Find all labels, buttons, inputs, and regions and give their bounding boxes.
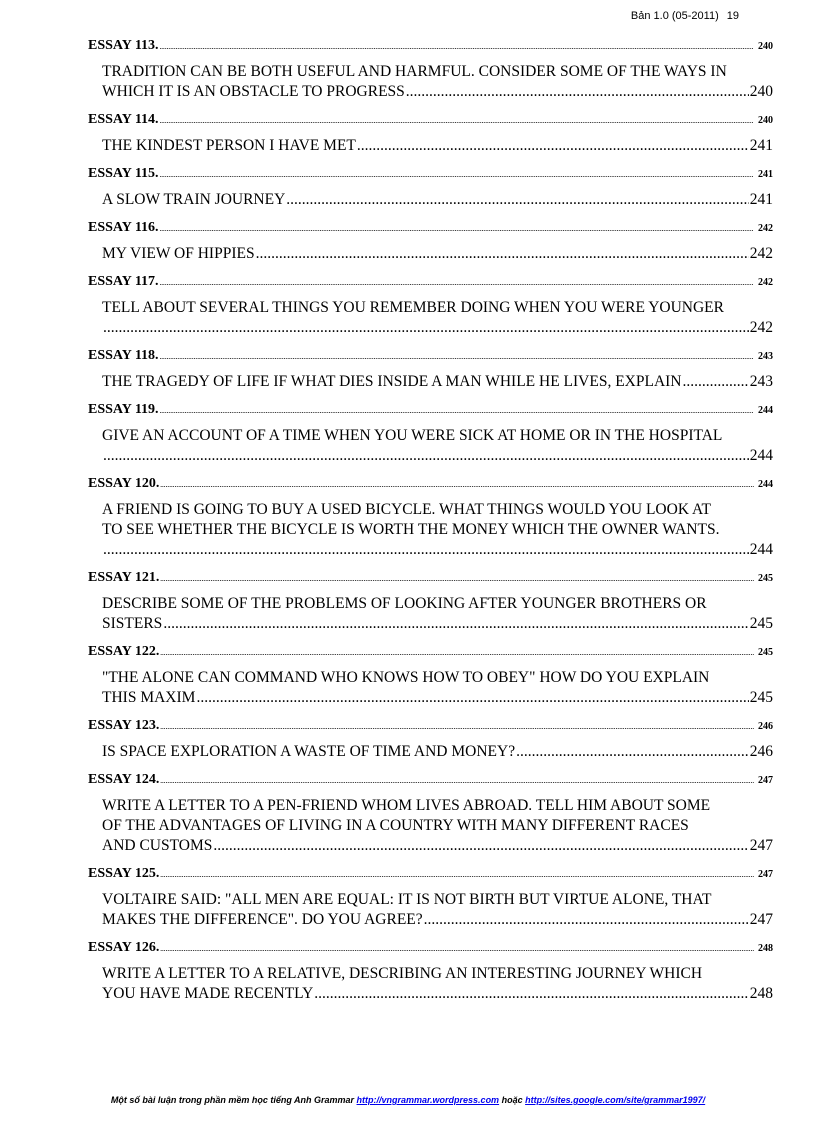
essay-label: ESSAY 121. [88, 570, 160, 585]
toc-essay-heading[interactable] [88, 718, 773, 734]
entry-title-text: IS SPACE EXPLORATION A WASTE OF TIME AND MONEY? [102, 743, 516, 760]
entry-title-text: A SLOW TRAIN JOURNEY [102, 191, 286, 208]
entry-page-number: 241 [749, 191, 773, 208]
entry-title-text: THE KINDEST PERSON I HAVE MET [102, 137, 356, 154]
toc-entry[interactable] [102, 500, 773, 560]
entry-title-line: "THE ALONE CAN COMMAND WHO KNOWS HOW TO OBEY" HOW DO YOU EXPLAIN [102, 669, 710, 686]
entry-page-number: 245 [749, 615, 773, 632]
essay-page-number: 246 [758, 721, 773, 732]
toc-essay-heading[interactable] [88, 570, 773, 586]
essay-page-number: 247 [758, 775, 773, 786]
dot-leader [516, 742, 749, 762]
toc-essay-heading[interactable] [88, 772, 773, 788]
essay-page-number: 248 [758, 943, 773, 954]
entry-title-text: MAKES THE DIFFERENCE". DO YOU AGREE? [102, 911, 423, 928]
toc-entry[interactable] [102, 298, 773, 338]
dot-leader [160, 646, 757, 662]
essay-label: ESSAY 124. [88, 772, 160, 787]
entry-title-last-line [102, 136, 773, 156]
dot-leader [406, 82, 749, 102]
essay-page-number: 240 [758, 115, 773, 126]
dot-leader [160, 774, 757, 790]
toc-entry[interactable] [102, 190, 773, 210]
dot-leader [160, 350, 757, 366]
toc-essay-heading[interactable] [88, 38, 773, 54]
essay-page-number: 245 [758, 647, 773, 658]
dot-leader [160, 40, 757, 56]
dot-leader [314, 984, 748, 1004]
entry-page-number: 247 [749, 837, 773, 854]
dot-leader [160, 276, 757, 292]
dot-leader [160, 478, 757, 494]
page-number: 19 [726, 10, 739, 22]
toc-entry[interactable] [102, 796, 773, 856]
entry-title-line: TO SEE WHETHER THE BICYCLE IS WORTH THE MONEY WHICH THE OWNER WANTS. [102, 521, 720, 538]
essay-label: ESSAY 114. [88, 112, 159, 127]
table-of-contents [88, 38, 773, 1014]
entry-title-text: WHICH IT IS AN OBSTACLE TO PROGRESS [102, 83, 405, 100]
essay-label: ESSAY 125. [88, 866, 160, 881]
entry-title-line: WRITE A LETTER TO A PEN-FRIEND WHOM LIVES ABROAD. TELL HIM ABOUT SOME [102, 797, 711, 814]
entry-page-number: 242 [749, 319, 773, 336]
dot-leader [357, 136, 749, 156]
entry-page-number: 240 [749, 83, 773, 100]
essay-label: ESSAY 115. [88, 166, 159, 181]
dot-leader [160, 114, 757, 130]
entry-page-number: 246 [749, 743, 773, 760]
essay-label: ESSAY 120. [88, 476, 160, 491]
dot-leader [103, 318, 749, 338]
toc-essay-heading[interactable] [88, 644, 773, 660]
essay-page-number: 243 [758, 351, 773, 362]
essay-page-number: 247 [758, 869, 773, 880]
essay-page-number: 240 [758, 41, 773, 52]
dot-leader [213, 836, 748, 856]
entry-page-number: 245 [749, 689, 773, 706]
toc-essay-heading[interactable] [88, 940, 773, 956]
essay-label: ESSAY 123. [88, 718, 160, 733]
footer-text: Một số bài luận trong phần mềm học tiếng Anh Grammar [110, 1095, 357, 1105]
entry-title-line: DESCRIBE SOME OF THE PROBLEMS OF LOOKING AFTER YOUNGER BROTHERS OR [102, 595, 707, 612]
entry-title-last-line [102, 742, 773, 762]
essay-label: ESSAY 113. [88, 38, 159, 53]
toc-entry[interactable] [102, 890, 773, 930]
essay-page-number: 241 [758, 169, 773, 180]
footer-link-wordpress[interactable]: http://vngrammar.wordpress.com [356, 1095, 500, 1105]
entry-title-text: YOU HAVE MADE RECENTLY [102, 985, 314, 1002]
entry-page-number: 247 [749, 911, 773, 928]
dot-leader [103, 446, 749, 466]
entry-page-number: 242 [749, 245, 773, 262]
dot-leader [160, 404, 757, 420]
entry-title-last-line [102, 688, 773, 708]
toc-essay-heading[interactable] [88, 866, 773, 882]
toc-essay-heading[interactable] [88, 476, 773, 492]
page-header [631, 10, 739, 22]
entry-page-number: 244 [749, 447, 773, 464]
entry-title-last-line [102, 910, 773, 930]
entry-page-number: 241 [749, 137, 773, 154]
toc-entry[interactable] [102, 136, 773, 156]
essay-page-number: 242 [758, 277, 773, 288]
dot-leader [424, 910, 749, 930]
toc-entry[interactable] [102, 62, 773, 102]
toc-entry[interactable] [102, 244, 773, 264]
essay-page-number: 244 [758, 405, 773, 416]
essay-page-number: 244 [758, 479, 773, 490]
toc-essay-heading[interactable] [88, 112, 773, 128]
dot-leader [160, 222, 757, 238]
entry-title-last-line [102, 984, 773, 1004]
entry-title-text: AND CUSTOMS [102, 837, 213, 854]
entry-title-line: A FRIEND IS GOING TO BUY A USED BICYCLE. WHAT THINGS WOULD YOU LOOK AT [102, 501, 711, 518]
entry-title-text: SISTERS [102, 615, 163, 632]
dot-leader [196, 688, 748, 708]
entry-title-last-line [102, 372, 773, 392]
dot-leader [103, 540, 749, 560]
entry-title-last-line [102, 446, 773, 466]
essay-label: ESSAY 118. [88, 348, 159, 363]
dot-leader [160, 572, 757, 588]
entry-title-last-line [102, 190, 773, 210]
entry-title-text: MY VIEW OF HIPPIES [102, 245, 255, 262]
entry-title-line: TRADITION CAN BE BOTH USEFUL AND HARMFUL. CONSIDER SOME OF THE WAYS IN [102, 63, 727, 80]
entry-title-last-line [102, 82, 773, 102]
version-label: Bản 1.0 (05-2011) [630, 10, 719, 22]
toc-entry[interactable] [102, 594, 773, 634]
toc-entry[interactable] [102, 426, 773, 466]
dot-leader [160, 720, 757, 736]
entry-title-line: OF THE ADVANTAGES OF LIVING IN A COUNTRY WITH MANY DIFFERENT RACES [102, 817, 689, 834]
entry-title-last-line [102, 318, 773, 338]
dot-leader [160, 168, 757, 184]
entry-title-line: VOLTAIRE SAID: "ALL MEN ARE EQUAL: IT IS NOT BIRTH BUT VIRTUE ALONE, THAT [102, 891, 712, 908]
entry-page-number: 248 [749, 985, 773, 1002]
toc-entry[interactable] [102, 372, 773, 392]
essay-label: ESSAY 117. [88, 274, 159, 289]
entry-title-line: WRITE A LETTER TO A RELATIVE, DESCRIBING AN INTERESTING JOURNEY WHICH [102, 965, 703, 982]
entry-title-last-line [102, 244, 773, 264]
entry-page-number: 243 [749, 373, 773, 390]
dot-leader [683, 372, 749, 392]
toc-entry[interactable] [102, 668, 773, 708]
dot-leader [256, 244, 749, 264]
essay-label: ESSAY 119. [88, 402, 159, 417]
toc-essay-heading[interactable] [88, 166, 773, 182]
dot-leader [160, 868, 757, 884]
entry-title-text: THE TRAGEDY OF LIFE IF WHAT DIES INSIDE A MAN WHILE HE LIVES, EXPLAIN [102, 373, 682, 390]
essay-page-number: 245 [758, 573, 773, 584]
entry-title-last-line [102, 540, 773, 560]
footer-link-google-sites[interactable]: http://sites.google.com/site/grammar1997/ [525, 1095, 706, 1105]
toc-essay-heading[interactable] [88, 402, 773, 418]
toc-essay-heading[interactable] [88, 274, 773, 290]
toc-essay-heading[interactable] [88, 220, 773, 236]
footer-text-or: hoặc [499, 1095, 526, 1105]
toc-entry[interactable] [102, 964, 773, 1004]
entry-page-number: 244 [749, 541, 773, 558]
dot-leader [160, 942, 757, 958]
entry-title-text: THIS MAXIM [102, 689, 196, 706]
entry-title-line: TELL ABOUT SEVERAL THINGS YOU REMEMBER DOING WHEN YOU WERE YOUNGER [102, 299, 724, 316]
essay-page-number: 242 [758, 223, 773, 234]
toc-essay-heading[interactable] [88, 348, 773, 364]
essay-label: ESSAY 126. [88, 940, 160, 955]
entry-title-line: GIVE AN ACCOUNT OF A TIME WHEN YOU WERE SICK AT HOME OR IN THE HOSPITAL [102, 427, 723, 444]
entry-title-last-line [102, 836, 773, 856]
page-footer [0, 1095, 816, 1105]
toc-entry[interactable] [102, 742, 773, 762]
dot-leader [163, 614, 748, 634]
essay-label: ESSAY 122. [88, 644, 160, 659]
entry-title-last-line [102, 614, 773, 634]
essay-label: ESSAY 116. [88, 220, 159, 235]
dot-leader [286, 190, 748, 210]
